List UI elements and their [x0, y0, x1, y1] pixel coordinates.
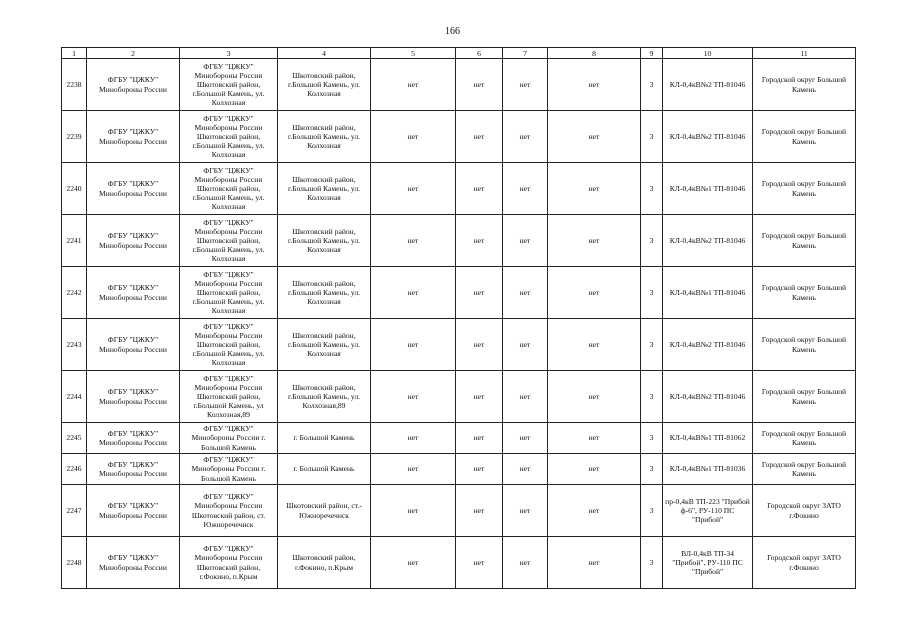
cell-col-8 [548, 371, 641, 423]
cell-text: Шкотовский район, г.Фокино, п.Крым [292, 553, 356, 572]
cell-col-8 [548, 319, 641, 371]
cell-text: нет [407, 79, 419, 89]
column-header: 5 [371, 48, 456, 59]
cell-power-line [663, 423, 753, 454]
cell-address [278, 454, 371, 485]
column-header: 9 [641, 48, 663, 59]
cell-text: г. Большой Камень [293, 464, 355, 474]
cell-power-line [663, 537, 753, 589]
cell-text: Шкотовский район, г.Большой Камень, ул. Колхозная [287, 330, 361, 359]
cell-row-number [62, 537, 87, 589]
cell-text: нет [407, 464, 419, 474]
cell-text: Шкотовский район, г.Большой Камень, ул. Колхозная [287, 70, 361, 99]
cell-text: 3 [649, 557, 654, 567]
cell-col-8 [548, 215, 641, 267]
cell-col-5 [371, 485, 456, 537]
cell-category [641, 215, 663, 267]
table-body [62, 59, 856, 589]
cell-text: ФГБУ "ЦЖКУ" Минобороны России Шкотовский район, г.Большой Камень, ул. Колхозная [192, 217, 265, 264]
cell-col-5 [371, 319, 456, 371]
cell-municipality [753, 485, 856, 537]
cell-col-7 [503, 537, 548, 589]
column-header: 7 [503, 48, 548, 59]
cell-text: нет [407, 287, 419, 297]
cell-facility-name [180, 215, 278, 267]
cell-text: ФГБУ "ЦЖКУ" Минобороны России [99, 127, 167, 146]
cell-col-5 [371, 267, 456, 319]
cell-text: нет [519, 183, 531, 193]
cell-text: нет [473, 235, 485, 245]
cell-text: 3 [649, 433, 654, 443]
cell-text: ФГБУ "ЦЖКУ" Минобороны России [99, 283, 167, 302]
cell-col-7 [503, 267, 548, 319]
cell-text: КЛ-0,4кВ№2 ТП-81046 [669, 79, 746, 89]
cell-text: нет [519, 79, 531, 89]
cell-col-8 [548, 537, 641, 589]
cell-text: нет [473, 557, 485, 567]
column-header: 4 [278, 48, 371, 59]
cell-municipality [753, 537, 856, 589]
cell-facility-name [180, 163, 278, 215]
cell-text: нет [473, 79, 485, 89]
cell-text: нет [588, 79, 600, 89]
cell-text: 2247 [66, 505, 82, 515]
cell-row-number [62, 485, 87, 537]
cell-text: нет [473, 183, 485, 193]
cell-text: Городской округ Большой Камень [761, 75, 847, 94]
cell-municipality [753, 267, 856, 319]
cell-power-line [663, 371, 753, 423]
cell-col-7 [503, 485, 548, 537]
cell-row-number [62, 267, 87, 319]
cell-col-7 [503, 163, 548, 215]
cell-text: Шкотовский район, г.Большой Камень, ул. Колхозная [287, 278, 361, 307]
cell-col-7 [503, 59, 548, 111]
cell-address [278, 267, 371, 319]
cell-facility-name [180, 371, 278, 423]
cell-text: нет [588, 433, 600, 443]
cell-facility-name [180, 485, 278, 537]
cell-owner [87, 267, 180, 319]
cell-col-7 [503, 111, 548, 163]
cell-row-number [62, 454, 87, 485]
cell-row-number [62, 163, 87, 215]
cell-power-line [663, 163, 753, 215]
cell-text: ФГБУ "ЦЖКУ" Минобороны России Шкотовский район, г.Большой Камень, ул. Колхозная [192, 113, 265, 160]
cell-text: 2246 [66, 464, 82, 474]
cell-text: Городской округ Большой Камень [761, 459, 847, 478]
cell-text: г. Большой Камень [293, 433, 355, 443]
cell-text: Городской округ Большой Камень [761, 335, 847, 354]
cell-text: 2243 [66, 339, 82, 349]
cell-address [278, 537, 371, 589]
cell-text: ФГБУ "ЦЖКУ" Минобороны России Шкотовский район, г.Фокино, п.Крым [194, 544, 263, 581]
cell-text: нет [588, 391, 600, 401]
cell-text: ФГБУ "ЦЖКУ" Минобороны России [99, 75, 167, 94]
cell-text: ФГБУ "ЦЖКУ" Минобороны России г. Большой Камень [191, 424, 266, 452]
cell-owner [87, 59, 180, 111]
cell-facility-name [180, 267, 278, 319]
cell-text: Городской округ Большой Камень [761, 179, 847, 198]
cell-col-6 [456, 371, 503, 423]
cell-text: нет [407, 339, 419, 349]
cell-owner [87, 215, 180, 267]
cell-facility-name [180, 319, 278, 371]
column-header: 11 [753, 48, 856, 59]
cell-text: нет [473, 339, 485, 349]
cell-text: Городской округ ЗАТО г.Фокино [767, 501, 841, 520]
cell-text: нет [588, 287, 600, 297]
table-row [62, 163, 856, 215]
cell-municipality [753, 111, 856, 163]
cell-text: ФГБУ "ЦЖКУ" Минобороны России Шкотовский район, г.Большой Камень, ул. Колхозная [192, 61, 265, 108]
cell-facility-name [180, 423, 278, 454]
cell-text: нет [588, 557, 600, 567]
cell-text: ФГБУ "ЦЖКУ" Минобороны России Шкотовский район, г.Большой Камень, ул. Колхозная [192, 321, 265, 368]
cell-text: ФГБУ "ЦЖКУ" Минобороны России [99, 387, 167, 406]
cell-owner [87, 423, 180, 454]
cell-text: ФГБУ "ЦЖКУ" Минобороны России [99, 335, 167, 354]
cell-col-5 [371, 423, 456, 454]
cell-text: 2240 [66, 183, 82, 193]
cell-power-line [663, 59, 753, 111]
cell-text: нет [407, 433, 419, 443]
cell-owner [87, 371, 180, 423]
cell-col-6 [456, 454, 503, 485]
column-header: 3 [180, 48, 278, 59]
cell-text: Городской округ Большой Камень [761, 127, 847, 146]
cell-address [278, 371, 371, 423]
cell-text: КЛ-0,4кВ№1 ТП-81036 [669, 464, 746, 474]
cell-text: 2238 [66, 79, 82, 89]
cell-text: нет [519, 505, 531, 515]
cell-category [641, 423, 663, 454]
cell-text: ФГБУ "ЦЖКУ" Минобороны России Шкотовский район, г.Большой Камень, ул. Колхозная [192, 269, 265, 316]
cell-category [641, 485, 663, 537]
cell-category [641, 111, 663, 163]
column-header: 8 [548, 48, 641, 59]
cell-col-5 [371, 537, 456, 589]
cell-owner [87, 485, 180, 537]
cell-text: ФГБУ "ЦЖКУ" Минобороны России Шкотовский район, г.Большой Камень, ул Колхозная,89 [193, 373, 264, 420]
cell-owner [87, 111, 180, 163]
cell-municipality [753, 371, 856, 423]
cell-owner [87, 319, 180, 371]
cell-text: ФГБУ "ЦЖКУ" Минобороны России [99, 459, 167, 478]
cell-text: нет [588, 339, 600, 349]
cell-col-7 [503, 319, 548, 371]
page-number: 166 [445, 26, 460, 37]
cell-text: нет [407, 235, 419, 245]
cell-category [641, 59, 663, 111]
cell-text: нет [519, 131, 531, 141]
cell-row-number [62, 59, 87, 111]
cell-facility-name [180, 537, 278, 589]
cell-text: 3 [649, 79, 654, 89]
cell-col-6 [456, 267, 503, 319]
cell-text: нет [407, 557, 419, 567]
cell-text: нет [473, 464, 485, 474]
cell-category [641, 454, 663, 485]
cell-col-6 [456, 319, 503, 371]
cell-text: КЛ-0,4кВ№1 ТП-81062 [669, 433, 746, 443]
cell-text: нет [519, 235, 531, 245]
cell-text: нет [519, 287, 531, 297]
register-table [61, 47, 856, 589]
cell-text: нет [473, 505, 485, 515]
cell-col-6 [456, 215, 503, 267]
cell-text: нет [407, 391, 419, 401]
cell-facility-name [180, 111, 278, 163]
cell-text: Шкотовский район, г.Большой Камень, ул. Колхозная,89 [287, 382, 361, 411]
cell-row-number [62, 111, 87, 163]
cell-address [278, 485, 371, 537]
cell-text: ФГБУ "ЦЖКУ" Минобороны России [99, 179, 167, 198]
cell-text: нет [519, 557, 531, 567]
cell-text: нет [519, 339, 531, 349]
cell-text: ФГБУ "ЦЖКУ" Минобороны России [99, 501, 167, 520]
cell-text: 3 [649, 505, 654, 515]
cell-text: КЛ-0,4кВ№1 ТП-81046 [669, 183, 746, 193]
cell-text: нет [588, 131, 600, 141]
table-row [62, 267, 856, 319]
cell-text: Шкотовский район, г.Большой Камень, ул. Колхозная [287, 226, 361, 255]
cell-text: Шкотовский район, г.Большой Камень, ул. Колхозная [287, 122, 361, 151]
cell-power-line [663, 267, 753, 319]
cell-row-number [62, 319, 87, 371]
header-row [62, 48, 856, 59]
cell-text: ФГБУ "ЦЖКУ" Минобороны России [99, 553, 167, 572]
cell-power-line [663, 215, 753, 267]
cell-owner [87, 454, 180, 485]
column-header: 1 [62, 48, 87, 59]
cell-text: КЛ-0,4кВ№2 ТП-81046 [669, 339, 746, 349]
cell-address [278, 215, 371, 267]
cell-address [278, 319, 371, 371]
cell-text: Городской округ Большой Камень [761, 231, 847, 250]
cell-col-7 [503, 423, 548, 454]
cell-text: КЛ-0,4кВ№2 ТП-81046 [669, 391, 746, 401]
cell-municipality [753, 215, 856, 267]
cell-col-8 [548, 454, 641, 485]
cell-row-number [62, 371, 87, 423]
cell-row-number [62, 423, 87, 454]
cell-address [278, 59, 371, 111]
cell-municipality [753, 319, 856, 371]
cell-text: нет [473, 433, 485, 443]
column-header: 2 [87, 48, 180, 59]
cell-municipality [753, 454, 856, 485]
cell-text: 3 [649, 183, 654, 193]
cell-text: КЛ-0,4кВ№2 ТП-81046 [669, 131, 746, 141]
cell-power-line [663, 454, 753, 485]
cell-text: нет [473, 391, 485, 401]
cell-text: нет [519, 464, 531, 474]
cell-col-7 [503, 371, 548, 423]
cell-text: 2241 [66, 235, 82, 245]
cell-col-5 [371, 59, 456, 111]
table-row [62, 59, 856, 111]
cell-category [641, 537, 663, 589]
cell-col-8 [548, 111, 641, 163]
cell-col-6 [456, 423, 503, 454]
cell-text: нет [519, 433, 531, 443]
cell-text: Городской округ Большой Камень [761, 283, 847, 302]
cell-text: 2239 [66, 131, 82, 141]
cell-address [278, 163, 371, 215]
cell-facility-name [180, 59, 278, 111]
cell-text: нет [588, 183, 600, 193]
table-row [62, 537, 856, 589]
cell-text: 3 [649, 464, 654, 474]
cell-col-5 [371, 163, 456, 215]
cell-text: ФГБУ "ЦЖКУ" Минобороны России [99, 428, 167, 447]
cell-category [641, 163, 663, 215]
cell-municipality [753, 163, 856, 215]
cell-text: 2245 [66, 433, 82, 443]
cell-col-8 [548, 423, 641, 454]
cell-text: КЛ-0,4кВ№2 ТП-81046 [669, 235, 746, 245]
table-row [62, 215, 856, 267]
column-header: 10 [663, 48, 753, 59]
cell-text: нет [407, 183, 419, 193]
cell-col-8 [548, 59, 641, 111]
cell-text: нет [588, 235, 600, 245]
cell-category [641, 267, 663, 319]
table-row [62, 454, 856, 485]
cell-text: Шкотовский район, ст.-Южноречечнск [286, 501, 362, 520]
cell-power-line [663, 319, 753, 371]
cell-text: ФГБУ "ЦЖКУ" Минобороны России Шкотовский район, г.Большой Камень, ул. Колхозная [192, 165, 265, 212]
cell-text: нет [519, 391, 531, 401]
cell-text: нет [473, 287, 485, 297]
cell-text: 3 [649, 391, 654, 401]
cell-address [278, 423, 371, 454]
cell-col-6 [456, 537, 503, 589]
cell-text: 2248 [66, 557, 82, 567]
table-row [62, 371, 856, 423]
cell-category [641, 371, 663, 423]
cell-col-5 [371, 454, 456, 485]
cell-text: нет [407, 505, 419, 515]
cell-owner [87, 163, 180, 215]
cell-col-6 [456, 163, 503, 215]
cell-text: ФГБУ "ЦЖКУ" Минобороны России Шкотовский район, ст. Южноречечнск [191, 492, 266, 529]
cell-col-7 [503, 454, 548, 485]
cell-owner [87, 537, 180, 589]
cell-col-5 [371, 111, 456, 163]
column-header: 6 [456, 48, 503, 59]
cell-text: Городской округ Большой Камень [761, 428, 847, 447]
cell-text: Городской округ Большой Камень [761, 387, 847, 406]
cell-text: нет [473, 131, 485, 141]
table-row [62, 319, 856, 371]
cell-text: КЛ-0,4кВ№1 ТП-81046 [669, 287, 746, 297]
cell-col-8 [548, 485, 641, 537]
cell-text: 2244 [66, 391, 82, 401]
cell-text: ФГБУ "ЦЖКУ" Минобороны России [99, 231, 167, 250]
cell-municipality [753, 59, 856, 111]
cell-col-6 [456, 59, 503, 111]
cell-facility-name [180, 454, 278, 485]
cell-col-5 [371, 215, 456, 267]
cell-text: пр-0,4кВ ТП-223 "Прибой ф-6", РУ-110 ПС "Прибой" [665, 496, 750, 525]
cell-text: ВЛ-0,4кВ ТП-34 "Прибой", РУ-110 ПС "Прибой" [672, 548, 743, 577]
cell-power-line [663, 485, 753, 537]
cell-col-7 [503, 215, 548, 267]
cell-text: 2242 [66, 287, 82, 297]
cell-text: нет [588, 505, 600, 515]
cell-power-line [663, 111, 753, 163]
table-row [62, 111, 856, 163]
cell-text: Городской округ ЗАТО г.Фокино [767, 553, 841, 572]
cell-col-6 [456, 485, 503, 537]
cell-col-6 [456, 111, 503, 163]
cell-text: нет [407, 131, 419, 141]
cell-col-8 [548, 267, 641, 319]
cell-text: 3 [649, 339, 654, 349]
table-row [62, 485, 856, 537]
cell-text: 3 [649, 287, 654, 297]
cell-municipality [753, 423, 856, 454]
table-row [62, 423, 856, 454]
cell-text: 3 [649, 131, 654, 141]
cell-address [278, 111, 371, 163]
cell-text: Шкотовский район, г.Большой Камень, ул. Колхозная [287, 174, 361, 203]
cell-text: нет [588, 464, 600, 474]
cell-text: 3 [649, 235, 654, 245]
cell-row-number [62, 215, 87, 267]
cell-col-8 [548, 163, 641, 215]
cell-text: ФГБУ "ЦЖКУ" Минобороны России г. Большой Камень [191, 455, 266, 483]
cell-col-5 [371, 371, 456, 423]
cell-category [641, 319, 663, 371]
